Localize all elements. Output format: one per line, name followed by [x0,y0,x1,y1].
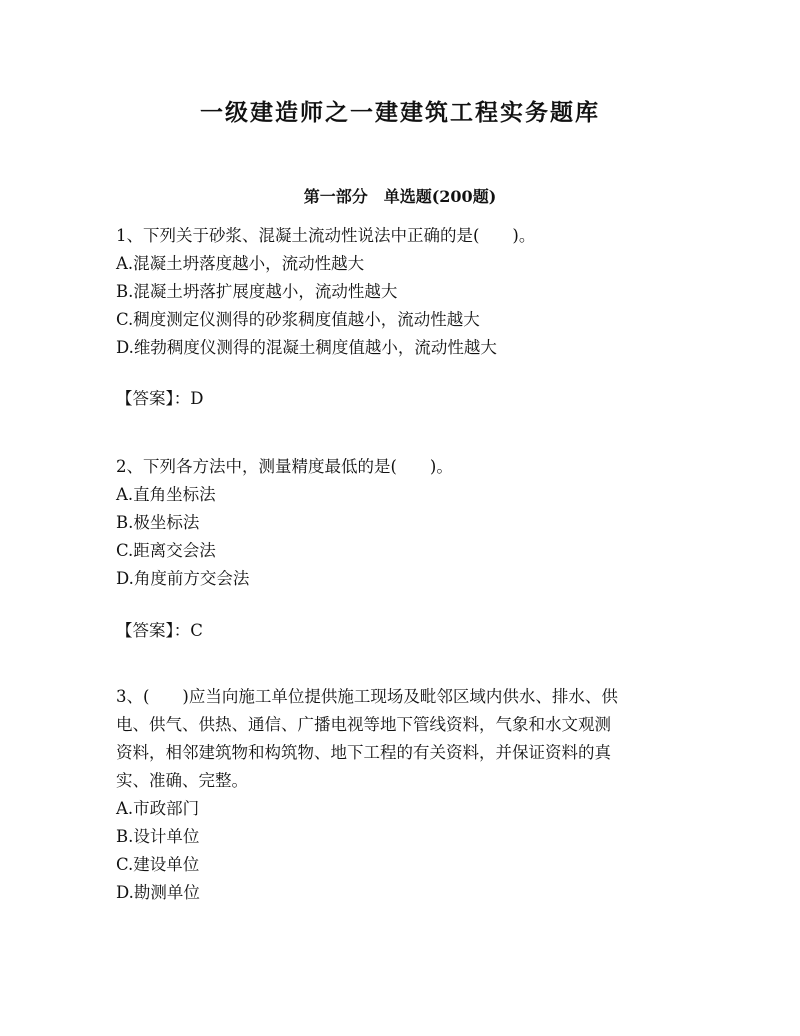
question-2 [116,453,676,593]
question-stem-line: 3、( )应当向施工单位提供施工现场及毗邻区域内供水、排水、供 [116,687,618,706]
option-c: C.建设单位 [116,855,200,874]
option-d: D.角度前方交会法 [116,569,250,588]
option-a: A.市政部门 [116,799,200,818]
question-3 [116,683,676,907]
option-d: D.维勃稠度仪测得的混凝土稠度值越小，流动性越大 [116,338,497,357]
option-d: D.勘测单位 [116,883,200,902]
question-stem-line: 资料，相邻建筑物和构筑物、地下工程的有关资料，并保证资料的真 [116,743,611,762]
answer-1: 【答案】：D [116,389,204,408]
option-a: A.混凝土坍落度越小，流动性越大 [116,254,365,273]
question-1 [116,222,676,362]
question-stem-line: 电、供气、供热、通信、广播电视等地下管线资料，气象和水文观测 [116,715,611,734]
option-b: B.混凝土坍落扩展度越小，流动性越大 [116,282,398,301]
section-title: 第一部分 单选题(200题) [303,187,497,206]
option-c: C.距离交会法 [116,541,216,560]
question-stem-line: 实、准确、完整。 [116,771,248,790]
option-b: B.极坐标法 [116,513,200,532]
option-b: B.设计单位 [116,827,200,846]
question-stem: 2、下列各方法中，测量精度最低的是( )。 [116,457,453,476]
question-stem: 1、下列关于砂浆、混凝土流动性说法中正确的是( )。 [116,226,536,245]
option-c: C.稠度测定仪测得的砂浆稠度值越小，流动性越大 [116,310,480,329]
page-title: 一级建造师之一建建筑工程实务题库 [200,99,600,126]
option-a: A.直角坐标法 [116,485,216,504]
answer-2: 【答案】：C [116,621,203,640]
